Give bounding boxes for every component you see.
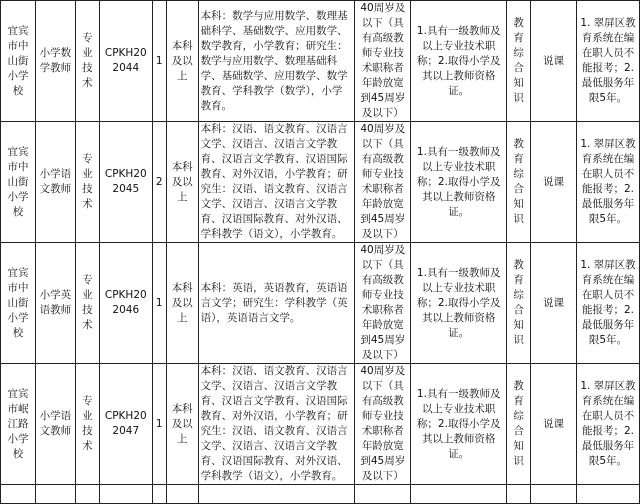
- requirements-cell: 1.具有一级教师及以上专业技术职称；2.取得小学及其以上教师资格证。: [411, 243, 507, 364]
- position-cell: 小学语文教师: [35, 122, 75, 243]
- count-cell: 2: [152, 122, 166, 243]
- education-cell: 本科及以上: [166, 1, 198, 122]
- major-cell: 本科：数学与应用数学、数理基础科学、基础数学、应用数学、数学教育，小学教育；研究生：数学与应用数学、数理基础科学、基础数学、应用数学、数学教育、学科教学（数学），小学教育。: [198, 1, 355, 122]
- exam-cell: 教育综合知识: [507, 364, 531, 485]
- empty-cell: [166, 485, 198, 504]
- empty-cell: [152, 485, 166, 504]
- code-cell: CPKH202047: [99, 364, 152, 485]
- notes-cell: 1. 翠屏区教育系统在编在职人员不能报考；2.最低服务年限5年。: [577, 122, 640, 243]
- table-row: [1, 1, 640, 122]
- interview-cell: 说课: [531, 1, 577, 122]
- empty-cell: [531, 485, 577, 504]
- requirements-cell: 1.具有一级教师及以上专业技术职称；2.取得小学及其以上教师资格证。: [411, 1, 507, 122]
- empty-cell: [35, 485, 75, 504]
- age-cell: 40周岁及以下（具有高级教师专业技术职称者年龄放宽到45周岁及以下）: [355, 364, 411, 485]
- notes-cell: 1. 翠屏区教育系统在编在职人员不能报考；2.最低服务年限5年。: [577, 364, 640, 485]
- age-cell: 40周岁及以下（具有高级教师专业技术职称者年龄放宽到45周岁及以下）: [355, 1, 411, 122]
- category-cell: 专业技术: [75, 364, 99, 485]
- table-row: [1, 364, 640, 485]
- exam-cell: 教育综合知识: [507, 122, 531, 243]
- major-cell: 本科：英语，英语教育，英语语言文学；研究生：学科教学（英语），英语语言文学。: [198, 243, 355, 364]
- category-cell: 专业技术: [75, 122, 99, 243]
- major-cell: 本科：汉语、语文教育、汉语言文学、汉语言、汉语言文学教育、汉语言文学教育、汉语国际教育、对外汉语，小学教育；研究生：汉语、语文教育、汉语言文学、汉语言、汉语言文学教育、汉语国际教育、对外汉语、学科教学（语文），小学教育。: [198, 122, 355, 243]
- category-cell: 专业技术: [75, 243, 99, 364]
- empty-cell: [577, 485, 640, 504]
- position-cell: 小学数学教师: [35, 1, 75, 122]
- requirements-cell: 1.具有一级教师及以上专业技术职称；2.取得小学及其以上教师资格证。: [411, 122, 507, 243]
- age-cell: 40周岁及以下（具有高级教师专业技术职称者年龄放宽到45周岁及以下）: [355, 243, 411, 364]
- table-row: [1, 243, 640, 364]
- empty-cell: [1, 485, 36, 504]
- count-cell: 1: [152, 364, 166, 485]
- notes-cell: 1. 翠屏区教育系统在编在职人员不能报考；2.最低服务年限5年。: [577, 1, 640, 122]
- employer-cell: 宜宾市中山街小学校: [1, 243, 36, 364]
- position-cell: 小学英语教师: [35, 243, 75, 364]
- position-cell: 小学语文教师: [35, 364, 75, 485]
- exam-cell: 教育综合知识: [507, 243, 531, 364]
- requirements-cell: 1.具有一级教师及以上专业技术职称；2.取得小学及其以上教师资格证。: [411, 364, 507, 485]
- interview-cell: 说课: [531, 364, 577, 485]
- notes-cell: 1. 翠屏区教育系统在编在职人员不能报考；2.最低服务年限5年。: [577, 243, 640, 364]
- count-cell: 1: [152, 1, 166, 122]
- exam-cell: 教育综合知识: [507, 1, 531, 122]
- category-cell: 专业技术: [75, 1, 99, 122]
- education-cell: 本科及以上: [166, 243, 198, 364]
- education-cell: 本科及以上: [166, 364, 198, 485]
- employer-cell: 宜宾市中山街小学校: [1, 122, 36, 243]
- code-cell: CPKH202045: [99, 122, 152, 243]
- employer-cell: 宜宾市岷江路小学校: [1, 364, 36, 485]
- empty-cell: [198, 485, 355, 504]
- empty-cell: [507, 485, 531, 504]
- employer-cell: 宜宾市中山街小学校: [1, 1, 36, 122]
- code-cell: CPKH202046: [99, 243, 152, 364]
- empty-cell: [99, 485, 152, 504]
- code-cell: CPKH202044: [99, 1, 152, 122]
- age-cell: 40周岁及以下（具有高级教师专业技术职称者年龄放宽到45周岁及以下）: [355, 122, 411, 243]
- interview-cell: 说课: [531, 243, 577, 364]
- interview-cell: 说课: [531, 122, 577, 243]
- table-row-partial: [1, 485, 640, 504]
- empty-cell: [355, 485, 411, 504]
- empty-cell: [411, 485, 507, 504]
- empty-cell: [75, 485, 99, 504]
- education-cell: 本科及以上: [166, 122, 198, 243]
- major-cell: 本科：汉语、语文教育、汉语言文学、汉语言、汉语言文学教育、汉语言文学教育、汉语国际教育、对外汉语，小学教育；研究生：汉语、语文教育、汉语言文学、汉语言、汉语言文学教育、汉语国际教育、对外汉语、学科教学（语文），小学教育。: [198, 364, 355, 485]
- table-row: [1, 122, 640, 243]
- count-cell: 1: [152, 243, 166, 364]
